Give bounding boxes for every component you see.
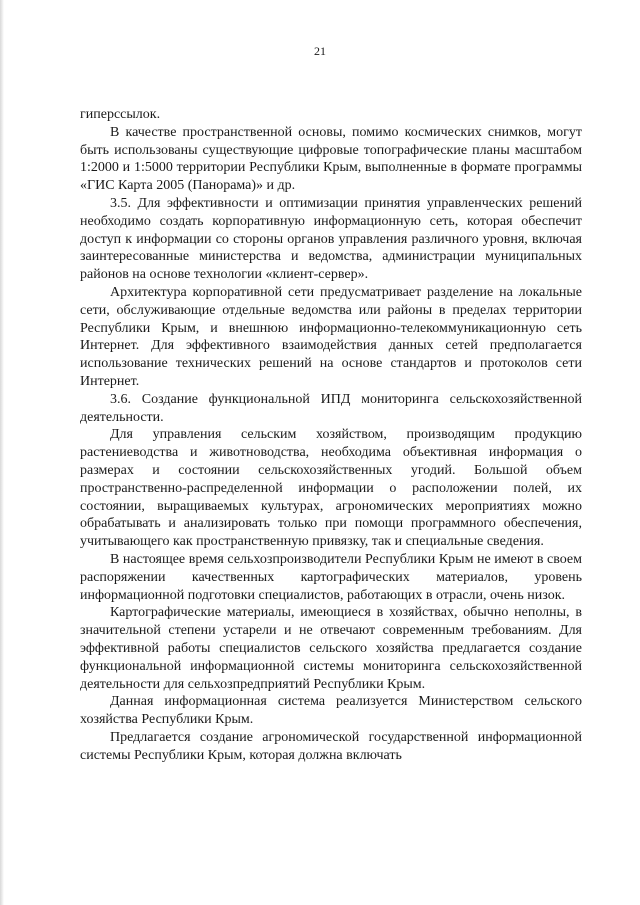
paragraph-3: 3.5. Для эффективности и оптимизации принятия управленческих решений необходимо создать корпоративную информационную сеть, которая обеспечит доступ к информации со стороны органов управления различного уровня, включая заинтересованные министерства и ведомства, администрации муниципальных районов на основе технологии «клиент-сервер».	[80, 195, 582, 283]
paragraph-9: Данная информационная система реализуется Министерством сельского хозяйства Республики Крым.	[80, 694, 582, 728]
paragraph-7: В настоящее время сельхозпроизводители Республики Крым не имеют в своем распоряжении качественных картографических материалов, уровень информационной подготовки специалистов, работающих в отрасли, очень низок.	[80, 551, 582, 603]
paragraph-1: гиперссылок.	[80, 107, 161, 122]
document-body	[80, 106, 582, 764]
paragraph-8: Картографические материалы, имеющиеся в хозяйствах, обычно неполны, в значительной степени устарели и не отвечают современным требованиям. Для эффективной работы специалистов сельского хозяйства предлагается создание функциональной информационной системы мониторинга сельскохозяйственной деятельности для сельхозпредприятий Республики Крым.	[80, 605, 582, 692]
paragraph-4: Архитектура корпоративной сети предусматривает разделение на локальные сети, обслуживающие отдельные ведомства или районы в пределах территории Республики Крым, и внешнюю информационно-телекоммуникационную сеть Интернет. Для эффективного взаимодействия данных сетей предполагается использование технических решений на основе стандартов и протоколов сети Интернет.	[80, 284, 582, 389]
paragraph-2: В качестве пространственной основы, помимо космических снимков, могут быть использованы существующие цифровые топографические планы масштабом 1:2000 и 1:5000 территории Республики Крым, выполненные в формате программы «ГИС Карта 2005 (Панорама)» и др.	[80, 124, 582, 194]
paragraph-6: Для управления сельским хозяйством, производящим продукцию растениеводства и животноводства, необходима объективная информация о размерах и состоянии сельскохозяйственных угодий. Большой объем пространственно-распределенной информации о расположении полей, их состоянии, выращиваемых культурах, агрономических мероприятиях можно обрабатывать и анализировать только при помощи программного обеспечения, учитывающего как пространственную привязку, так и специальные сведения.	[80, 427, 582, 550]
paragraph-10: Предлагается создание агрономической государственной информационной системы Республики Крым, которая должна включать	[80, 729, 582, 763]
scan-edge-shadow	[0, 0, 4, 905]
paragraph-5: 3.6. Создание функциональной ИПД мониторинга сельскохозяйственной деятельности.	[80, 391, 582, 425]
page-number: 21	[314, 44, 326, 58]
